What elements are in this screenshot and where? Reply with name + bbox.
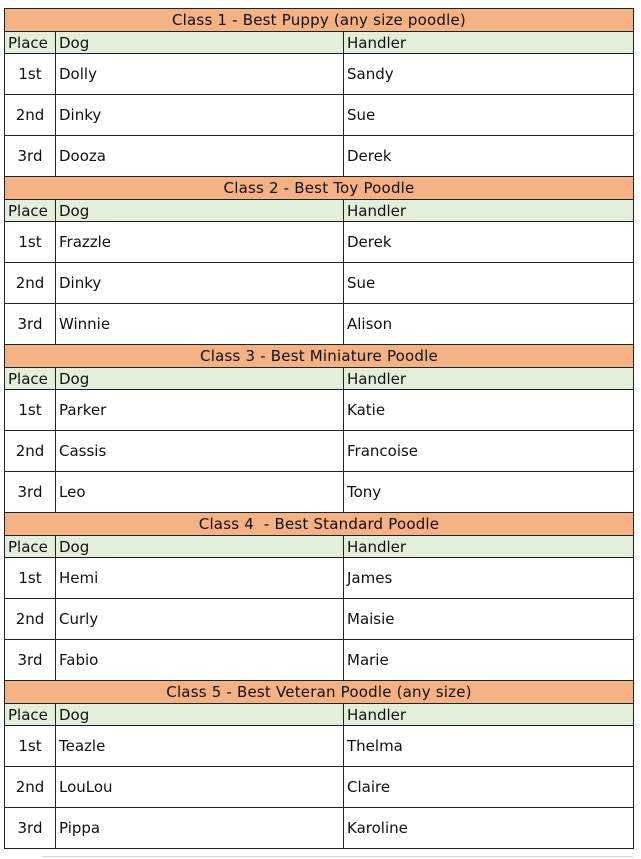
handler-header: Handler <box>344 368 634 390</box>
handler-cell: Claire <box>344 767 634 808</box>
table-row <box>5 558 634 599</box>
table-row <box>5 640 634 681</box>
table-row <box>5 136 634 177</box>
table-row <box>5 726 634 767</box>
column-header-row <box>5 704 634 726</box>
dog-cell: Hemi <box>56 558 344 599</box>
place-cell: 3rd <box>5 136 56 177</box>
place-header: Place <box>5 200 56 222</box>
table-row <box>5 808 634 849</box>
place-cell: 3rd <box>5 472 56 513</box>
class-1-title-row <box>5 9 634 32</box>
dog-cell: Dinky <box>56 95 344 136</box>
place-cell: 2nd <box>5 431 56 472</box>
dog-cell: Dooza <box>56 136 344 177</box>
table-row <box>5 222 634 263</box>
handler-cell: Sue <box>344 263 634 304</box>
table-row <box>5 767 634 808</box>
dog-cell: Teazle <box>56 726 344 767</box>
place-header: Place <box>5 536 56 558</box>
handler-cell: Alison <box>344 304 634 345</box>
place-cell: 2nd <box>5 599 56 640</box>
dog-header: Dog <box>56 704 344 726</box>
table-row <box>5 95 634 136</box>
handler-header: Handler <box>344 32 634 54</box>
column-header-row <box>5 32 634 54</box>
class-4-title-row <box>5 513 634 536</box>
handler-cell: Derek <box>344 136 634 177</box>
place-cell: 2nd <box>5 263 56 304</box>
dog-header: Dog <box>56 368 344 390</box>
table-row <box>5 263 634 304</box>
place-header: Place <box>5 704 56 726</box>
handler-cell: Tony <box>344 472 634 513</box>
dog-cell: Dolly <box>56 54 344 95</box>
handler-cell: Marie <box>344 640 634 681</box>
dog-header: Dog <box>56 200 344 222</box>
column-header-row <box>5 536 634 558</box>
handler-header: Handler <box>344 704 634 726</box>
handler-cell: Sandy <box>344 54 634 95</box>
class-3-title-row <box>5 345 634 368</box>
class-title: Class 1 - Best Puppy (any size poodle) <box>5 9 634 32</box>
table-row <box>5 472 634 513</box>
handler-cell: Katie <box>344 390 634 431</box>
place-cell: 2nd <box>5 95 56 136</box>
class-title: Class 4 - Best Standard Poodle <box>5 513 634 536</box>
column-header-row <box>5 368 634 390</box>
table-row <box>5 599 634 640</box>
dog-cell: Pippa <box>56 808 344 849</box>
place-cell: 1st <box>5 726 56 767</box>
handler-cell: Karoline <box>344 808 634 849</box>
dog-header: Dog <box>56 32 344 54</box>
handler-cell: Thelma <box>344 726 634 767</box>
table-row <box>5 390 634 431</box>
table-row <box>5 431 634 472</box>
handler-cell: James <box>344 558 634 599</box>
results-body <box>5 9 634 849</box>
table-row <box>5 304 634 345</box>
place-cell: 3rd <box>5 808 56 849</box>
dog-header: Dog <box>56 536 344 558</box>
place-header: Place <box>5 368 56 390</box>
dog-cell: LouLou <box>56 767 344 808</box>
dog-cell: Parker <box>56 390 344 431</box>
place-cell: 3rd <box>5 640 56 681</box>
place-cell: 2nd <box>5 767 56 808</box>
class-5-title-row <box>5 681 634 704</box>
class-title: Class 3 - Best Miniature Poodle <box>5 345 634 368</box>
handler-cell: Maisie <box>344 599 634 640</box>
handler-cell: Sue <box>344 95 634 136</box>
class-title: Class 5 - Best Veteran Poodle (any size) <box>5 681 634 704</box>
handler-header: Handler <box>344 536 634 558</box>
place-cell: 1st <box>5 390 56 431</box>
place-cell: 1st <box>5 222 56 263</box>
place-cell: 3rd <box>5 304 56 345</box>
bottom-rule <box>42 856 633 857</box>
handler-cell: Francoise <box>344 431 634 472</box>
dog-cell: Frazzle <box>56 222 344 263</box>
dog-cell: Cassis <box>56 431 344 472</box>
dog-cell: Winnie <box>56 304 344 345</box>
dog-cell: Leo <box>56 472 344 513</box>
results-table <box>4 8 634 849</box>
dog-cell: Fabio <box>56 640 344 681</box>
table-row <box>5 54 634 95</box>
handler-cell: Derek <box>344 222 634 263</box>
class-title: Class 2 - Best Toy Poodle <box>5 177 634 200</box>
place-cell: 1st <box>5 558 56 599</box>
place-header: Place <box>5 32 56 54</box>
dog-cell: Curly <box>56 599 344 640</box>
column-header-row <box>5 200 634 222</box>
place-cell: 1st <box>5 54 56 95</box>
class-2-title-row <box>5 177 634 200</box>
dog-cell: Dinky <box>56 263 344 304</box>
handler-header: Handler <box>344 200 634 222</box>
